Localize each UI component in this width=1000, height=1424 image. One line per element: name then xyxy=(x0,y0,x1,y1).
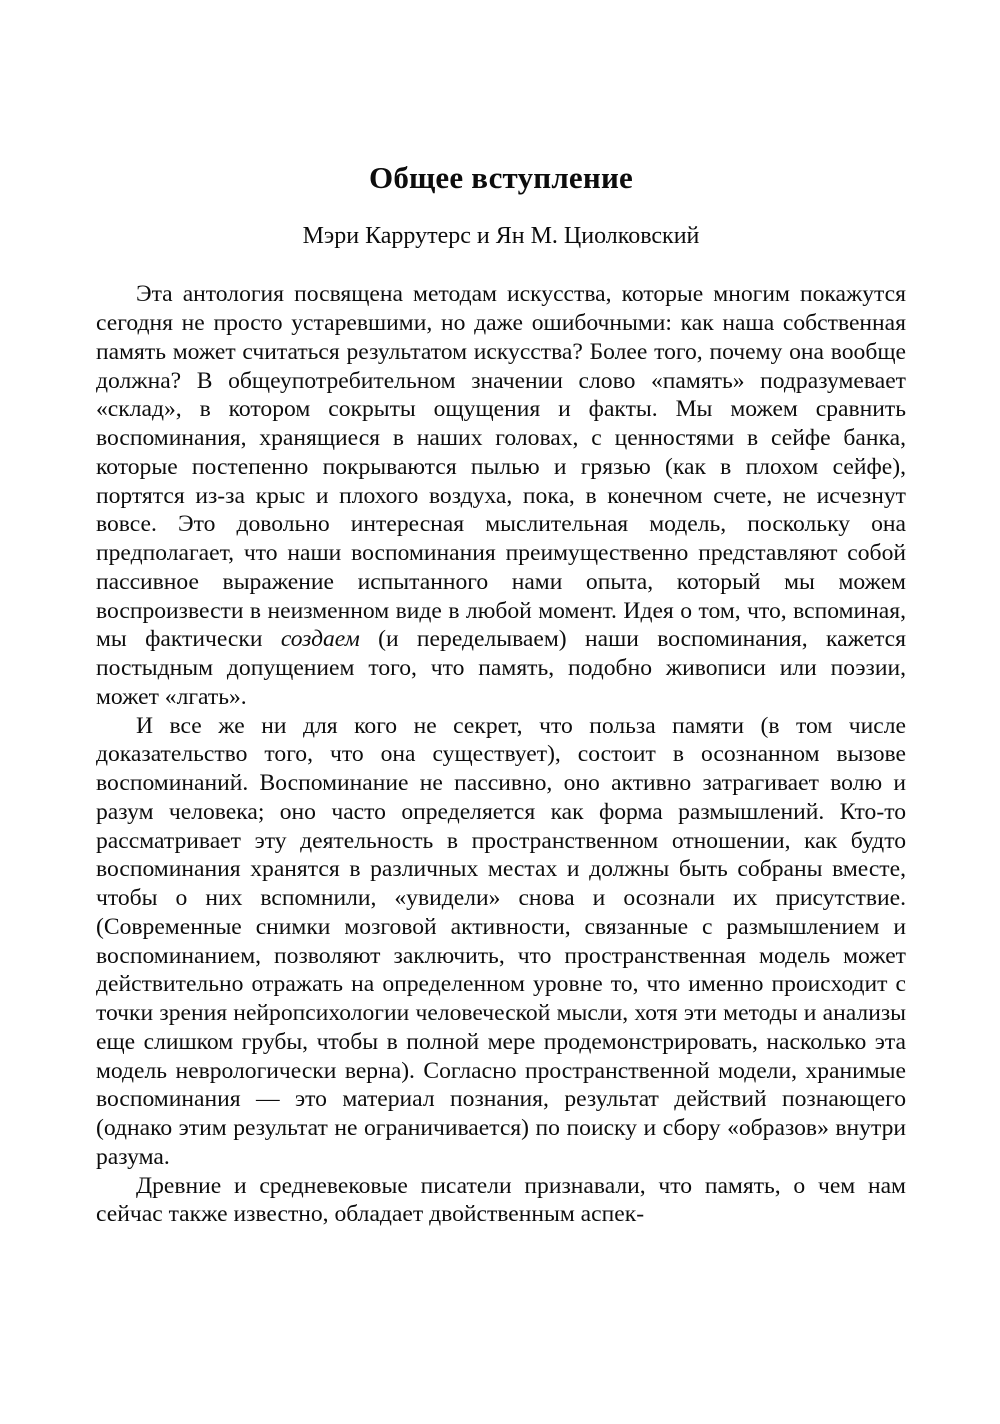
emphasised-word: создаем xyxy=(280,626,360,653)
page-title: Общее вступление xyxy=(369,160,633,195)
body-text xyxy=(96,250,906,1229)
author-byline: Мэри Каррутерс и Ян М. Циолковский xyxy=(302,222,700,249)
page-text-block xyxy=(96,0,906,1229)
paragraph: Эта антология посвящена методам искусства, которые многим покажутся сегодня не просто устаревшими, но даже ошибочными: как наша собственная память может считаться результатом искусства? Более того, почему она вообще должна? В общеупотребительном значении слово «память» подразумевает «склад», в котором сокрыты ощущения и факты. Мы можем сравнить воспоминания, хранящиеся в наших головах, с ценностями в сейфе банка, которые постепенно покрываются пылью и грязью (как в плохом сейфе), портятся из-за крыс и плохого воздуха, пока, в конечном счете, не исчезнут вовсе. Это довольно интересная мыслительная модель, поскольку она предполагает, что наши воспоминания преимущественно представляют собой пассивное выражение испытанного нами опыта, который мы можем воспроизвести в неизменном виде в любой момент. Идея о том, что, вспоминая, мы фактически создаем (и переделываем) наши воспоминания, кажется постыдным допущением того, что память, подобно живописи или поэзии, может «лгать». xyxy=(96,281,906,710)
paragraph: Древние и средневековые писатели признавали, что память, о чем нам сейчас также известно, обладает двойственным аспек- xyxy=(96,1172,906,1228)
paragraph: И все же ни для кого не секрет, что польза памяти (в том числе доказательство того, что она существует), состоит в осознанном вызове воспоминаний. Воспоминание не пассивно, оно активно затрагивает волю и разум человека; оно часто определяется как форма размышлений. Кто-то рассматривает эту деятельность в пространственном отношении, как будто воспоминания хранятся в различных местах и должны быть собраны вместе, чтобы о них вспомнили, «увидели» снова и осознали их присутствие. (Современные снимки мозговой активности, связанные с размышлением и воспоминанием, позволяют заключить, что пространственная модель может действительно отражать на определенном уровне то, что именно происходит с точки зрения нейропсихологии человеческой мысли, хотя эти методы и анализы еще слишком грубы, чтобы в полной мере продемонстрировать, насколько эта модель неврологически верна). Согласно пространственной модели, хранимые воспоминания — это материал познания, результат действий познающего (однако этим результат не ограничивается) по поиску и сбору «образов» внутри разума. xyxy=(96,712,906,1170)
